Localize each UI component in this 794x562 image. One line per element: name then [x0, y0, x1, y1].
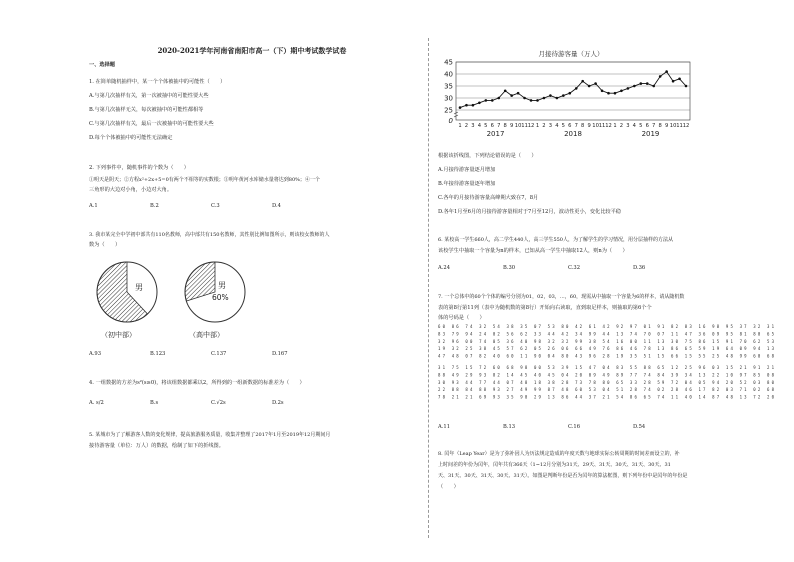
- pie-senior-label: 男: [218, 281, 226, 290]
- chart-xtick-label: 4: [477, 123, 482, 129]
- chart-point: [562, 94, 565, 97]
- q6-option-d: D.36: [633, 265, 646, 271]
- q1-option-c: C.与第几次抽样有关，最后一次被抽中的可能性要大些: [89, 121, 214, 127]
- chart-point: [685, 85, 688, 88]
- q7-line3: 体的号码是（ ）: [438, 315, 485, 321]
- chart-xtick-label: 6: [490, 123, 494, 129]
- random-table-row: 31 75 15 72 60 68 98 00 53 39 15 47 04 83 55 88 65 12 25 96 03 15 21 91 21: [438, 365, 775, 370]
- pie-senior-percent: 60%: [212, 293, 229, 302]
- random-table-row: 78 21 21 69 93 35 90 29 13 86 44 37 21 54 86 65 74 11 40 14 87 48 13 72 20: [438, 394, 775, 400]
- chart-year-label: 2019: [641, 130, 660, 138]
- chart-series: [459, 70, 688, 109]
- chart-point: [549, 94, 552, 97]
- chart-point: [459, 106, 462, 109]
- chart-point: [497, 97, 500, 100]
- chart-xtick-label: 11: [598, 123, 606, 129]
- section-heading: 一、选择题: [89, 62, 115, 68]
- chart-xtick-label: 2: [464, 123, 469, 129]
- q3-stem: 3. 我市某完全中学初中部共有110名教师，高中部共有150名教师，其性别比例如图所示，则该校女教师的人: [89, 232, 330, 238]
- chart-xtick-label: 12: [527, 123, 535, 129]
- q5-line2: 接待游客量（单位：万人）的数据，绘制了如下的折线图。: [89, 443, 224, 449]
- chart-point: [659, 75, 662, 78]
- random-table-row: 47 48 07 82 40 60 11 90 04 80 43 96 28 19 35 51 15 66 15 55 25 48 99 60 68: [438, 353, 775, 359]
- q2-option-c: C.3: [211, 203, 220, 209]
- chart-point: [575, 87, 578, 90]
- chart-xtick-label: 11: [676, 123, 683, 129]
- pie-junior-caption: （初中部）: [101, 331, 136, 339]
- q6-option-a: A.24: [438, 265, 450, 271]
- random-table-row: 88 49 29 93 82 14 45 40 45 04 20 09 49 89 77 74 84 39 34 13 22 10 97 85 08: [438, 372, 775, 378]
- q2-line2: ①明天是阴天；②方程x²+2x+5=0有两个不相等的实数根；③明年黄河水库储水量将达到80%；④一个: [89, 177, 320, 183]
- chart-xtick-label: 9: [510, 123, 514, 129]
- q8-line4: （ ）: [438, 484, 459, 490]
- chart-point: [678, 78, 681, 81]
- chart-ytick-label: 35: [444, 82, 453, 91]
- q4-option-a: A. s/2: [89, 400, 104, 406]
- chart-xtick-label: 10: [592, 123, 599, 129]
- chart-point: [627, 87, 630, 90]
- chart-point: [472, 104, 475, 107]
- q3-option-c: C.137: [211, 351, 227, 357]
- q7-option-d: D.54: [633, 424, 646, 430]
- chart-xtick-label: 9: [664, 123, 669, 129]
- chart-xtick-label: 5: [484, 123, 488, 129]
- q5b-option-b: B.年接待游客量逐年增加: [438, 181, 496, 187]
- chart-xtick-label: 4: [632, 123, 636, 129]
- q7-line2: 表的第8行第11列（表中为随机数的第8行）开始向右读取，直到取足样本，则抽取的第6个个: [438, 305, 652, 311]
- q1-option-a: A.与第几次抽样有关，第一次被抽中的可能性要大些: [89, 93, 209, 99]
- q7-option-c: C.16: [568, 424, 581, 430]
- chart-point: [504, 90, 507, 93]
- chart-point: [581, 80, 584, 83]
- chart-point: [523, 97, 526, 100]
- random-table-row: 22 88 84 88 93 27 49 99 87 48 60 53 04 51 28 74 02 28 46 17 82 03 71 02 68: [438, 387, 775, 393]
- random-number-table: [438, 322, 778, 408]
- random-table-row: 60 86 74 32 54 38 35 07 53 80 42 61 42 92 97 01 91 82 83 16 98 95 37 32 31: [438, 324, 775, 329]
- chart-point: [491, 99, 494, 102]
- chart-point: [556, 97, 559, 100]
- pie-junior: [97, 262, 157, 322]
- chart-ytick-label: 0: [448, 117, 453, 125]
- q1-option-d: D.每个个体被抽中的可能性无法确定: [89, 135, 173, 141]
- chart-point: [607, 92, 610, 95]
- chart-point: [510, 94, 513, 97]
- q4-option-d: D.2s: [272, 400, 284, 406]
- chart-xtick-label: 2: [542, 123, 546, 129]
- q8-line2: 上时间差的年份为闰年，闰年共有366天（1~12月分别为31天、29天、31天、30天、31天、30天、31: [438, 462, 671, 468]
- q8-line3: 天、31天、30天、31天、30天、31天）。如图是判断年份是否为闰年的算法框图，则下列年份中是闰年的年份是: [438, 473, 688, 479]
- q6-option-b: B.30: [503, 265, 516, 271]
- chart-ytick-label: 45: [444, 58, 453, 67]
- q5b-option-d: D.各年1月至6月的月接待游客量相对于7月至12月，波动性更小，变化比较平稳: [438, 209, 621, 215]
- q5b-option-c: C.各年的月接待游客量高峰期大致在7，8月: [438, 195, 539, 201]
- chart-point: [568, 92, 571, 95]
- q2-option-a: A.1: [89, 203, 98, 209]
- chart-xtick-label: 8: [658, 123, 662, 129]
- chart-point: [485, 99, 488, 102]
- chart-xtick-label: 11: [521, 123, 528, 129]
- q4-option-b: B.s: [150, 400, 159, 406]
- chart-xtick-label: 7: [497, 123, 501, 129]
- q6-stem: 6. 某校高一学生660人，高二学生440人，高三学生550人，为了解学生的学习情况，用分层抽样的方法从: [438, 237, 673, 243]
- random-table-row: 19 32 25 38 45 57 62 05 26 06 66 49 76 86 46 78 13 86 65 59 19 64 09 94 13: [438, 346, 775, 352]
- chart-year-label: 2018: [564, 130, 582, 138]
- q3-option-a: A.93: [89, 351, 101, 357]
- chart-point: [672, 80, 675, 83]
- chart-ytick-label: 40: [444, 70, 453, 79]
- chart-xtick-label: 12: [682, 123, 690, 129]
- q7-stem: 7. 一个总体中的60个个体的编号分别为01，02，03，…，60，现需从中抽取一个容量为6的样本，请从随机数: [438, 294, 685, 300]
- chart-xtick-label: 12: [605, 123, 612, 129]
- chart-point: [633, 85, 636, 88]
- chart-xtick-label: 5: [639, 123, 643, 129]
- chart-point: [646, 82, 649, 85]
- chart-point: [517, 92, 520, 95]
- random-table-row: 32 96 00 74 05 36 40 98 32 32 99 38 54 16 00 11 13 30 75 86 15 91 70 62 53: [438, 338, 775, 344]
- chart-xtick-label: 3: [471, 123, 475, 129]
- pie-senior: [185, 262, 245, 322]
- chart-xtick-label: 6: [568, 123, 572, 129]
- q4-option-c: C.√2s: [211, 400, 226, 406]
- chart-point: [543, 97, 546, 100]
- chart-xtick-label: 1: [458, 123, 462, 129]
- chart-point: [465, 104, 468, 107]
- chart-point: [536, 99, 539, 102]
- chart-point: [640, 82, 643, 85]
- page-title: 2020-2021学年河南省南阳市高一（下）期中考试数学试卷: [157, 46, 347, 55]
- pie-junior-label: 男: [135, 283, 143, 292]
- q3-line2: 数为（ ）: [89, 242, 121, 248]
- q6-option-c: C.32: [568, 265, 581, 271]
- q1-stem: 1. 在简单随机抽样中，某一个个体被抽中的可能性（ ）: [89, 79, 226, 85]
- q5b-stem: 根据该折线图，下列结论错误的是（ ）: [438, 153, 537, 159]
- q5-stem: 5. 某城市为了了解游客人数的变化规律，提高旅游服务质量，收集并整理了2017年1月至2019年12月期间月: [89, 432, 331, 438]
- chart-ytick-label: 25: [444, 106, 453, 115]
- chart-xtick-label: 3: [626, 123, 630, 129]
- chart-xtick-label: 4: [555, 123, 559, 129]
- chart-xtick-label: 6: [645, 123, 649, 129]
- random-table-row: 30 93 44 77 44 07 48 18 38 28 73 78 80 65 33 28 59 72 04 05 94 20 52 03 80: [438, 379, 775, 385]
- chart-xtick-label: 8: [503, 123, 507, 129]
- q2-option-d: D.4: [272, 203, 281, 209]
- chart-point: [614, 92, 617, 95]
- q5b-option-a: A.月接待游客量逐月增加: [438, 167, 496, 173]
- chart-point: [588, 85, 591, 88]
- pie-charts: [87, 250, 277, 345]
- chart-xtick-label: 7: [574, 123, 578, 129]
- q3-option-b: B.123: [150, 351, 166, 357]
- pie-senior-caption: （高中部）: [189, 331, 224, 339]
- chart-xtick-label: 1: [535, 123, 540, 129]
- chart-ytick-label: 30: [444, 94, 453, 103]
- q7-option-b: B.13: [503, 424, 516, 430]
- chart-xtick-label: 1: [613, 123, 617, 129]
- chart-point: [530, 99, 533, 102]
- q2-option-b: B.2: [150, 203, 159, 209]
- q4-stem: 4. 一组数据的方差为s²(s≥0)，将该组数据都乘以2，所得到的一组新数据的标准差为（ ）: [89, 380, 305, 386]
- chart-xtick-label: 10: [514, 123, 522, 129]
- chart-xtick-label: 10: [669, 123, 677, 129]
- random-table-row: 83 79 94 24 02 56 62 33 44 42 34 99 44 13 74 70 07 11 47 36 09 95 81 80 65: [438, 331, 775, 337]
- chart-xtick-label: 2: [619, 123, 624, 129]
- q2-line3: 三角形的大边对小角，小边对大角。: [89, 187, 173, 193]
- q7-option-a: A.11: [438, 424, 450, 430]
- chart-xtick-label: 8: [581, 123, 585, 129]
- chart-xtick-label: 3: [548, 123, 553, 129]
- chart-point: [594, 82, 597, 85]
- q1-option-b: B.与第几次抽样无关，每次被抽中的可能性都相等: [89, 107, 204, 113]
- left-column: [82, 0, 422, 562]
- column-divider: [428, 38, 429, 538]
- q6-line2: 该校学生中抽取一个容量为n的样本，已知从高一学生中抽取12人，则n为（ ）: [438, 248, 628, 254]
- chart-point: [652, 85, 655, 88]
- chart-ticks: [444, 59, 689, 139]
- q8-stem: 8. 闰年（Leap Year）是为了弥补因人为历法规定造成的年度天数与地球实际公转周期的时间差而设立的，补: [438, 451, 680, 457]
- chart-title: 月接待游客量（万人）: [538, 50, 604, 58]
- q2-stem: 2. 下列事件中，随机事件的个数为（ ）: [89, 165, 189, 171]
- right-column: [432, 0, 777, 562]
- chart-point: [665, 70, 668, 73]
- chart-xtick-label: 5: [561, 123, 565, 129]
- chart-xtick-label: 9: [587, 123, 591, 129]
- chart-year-label: 2017: [486, 130, 505, 138]
- chart-series-line: [460, 72, 686, 108]
- tourist-line-chart: [436, 44, 696, 148]
- chart-point: [478, 102, 481, 105]
- chart-point: [601, 90, 604, 93]
- q3-option-d: D.167: [272, 351, 288, 357]
- chart-point: [620, 90, 623, 93]
- chart-xtick-label: 7: [652, 123, 656, 129]
